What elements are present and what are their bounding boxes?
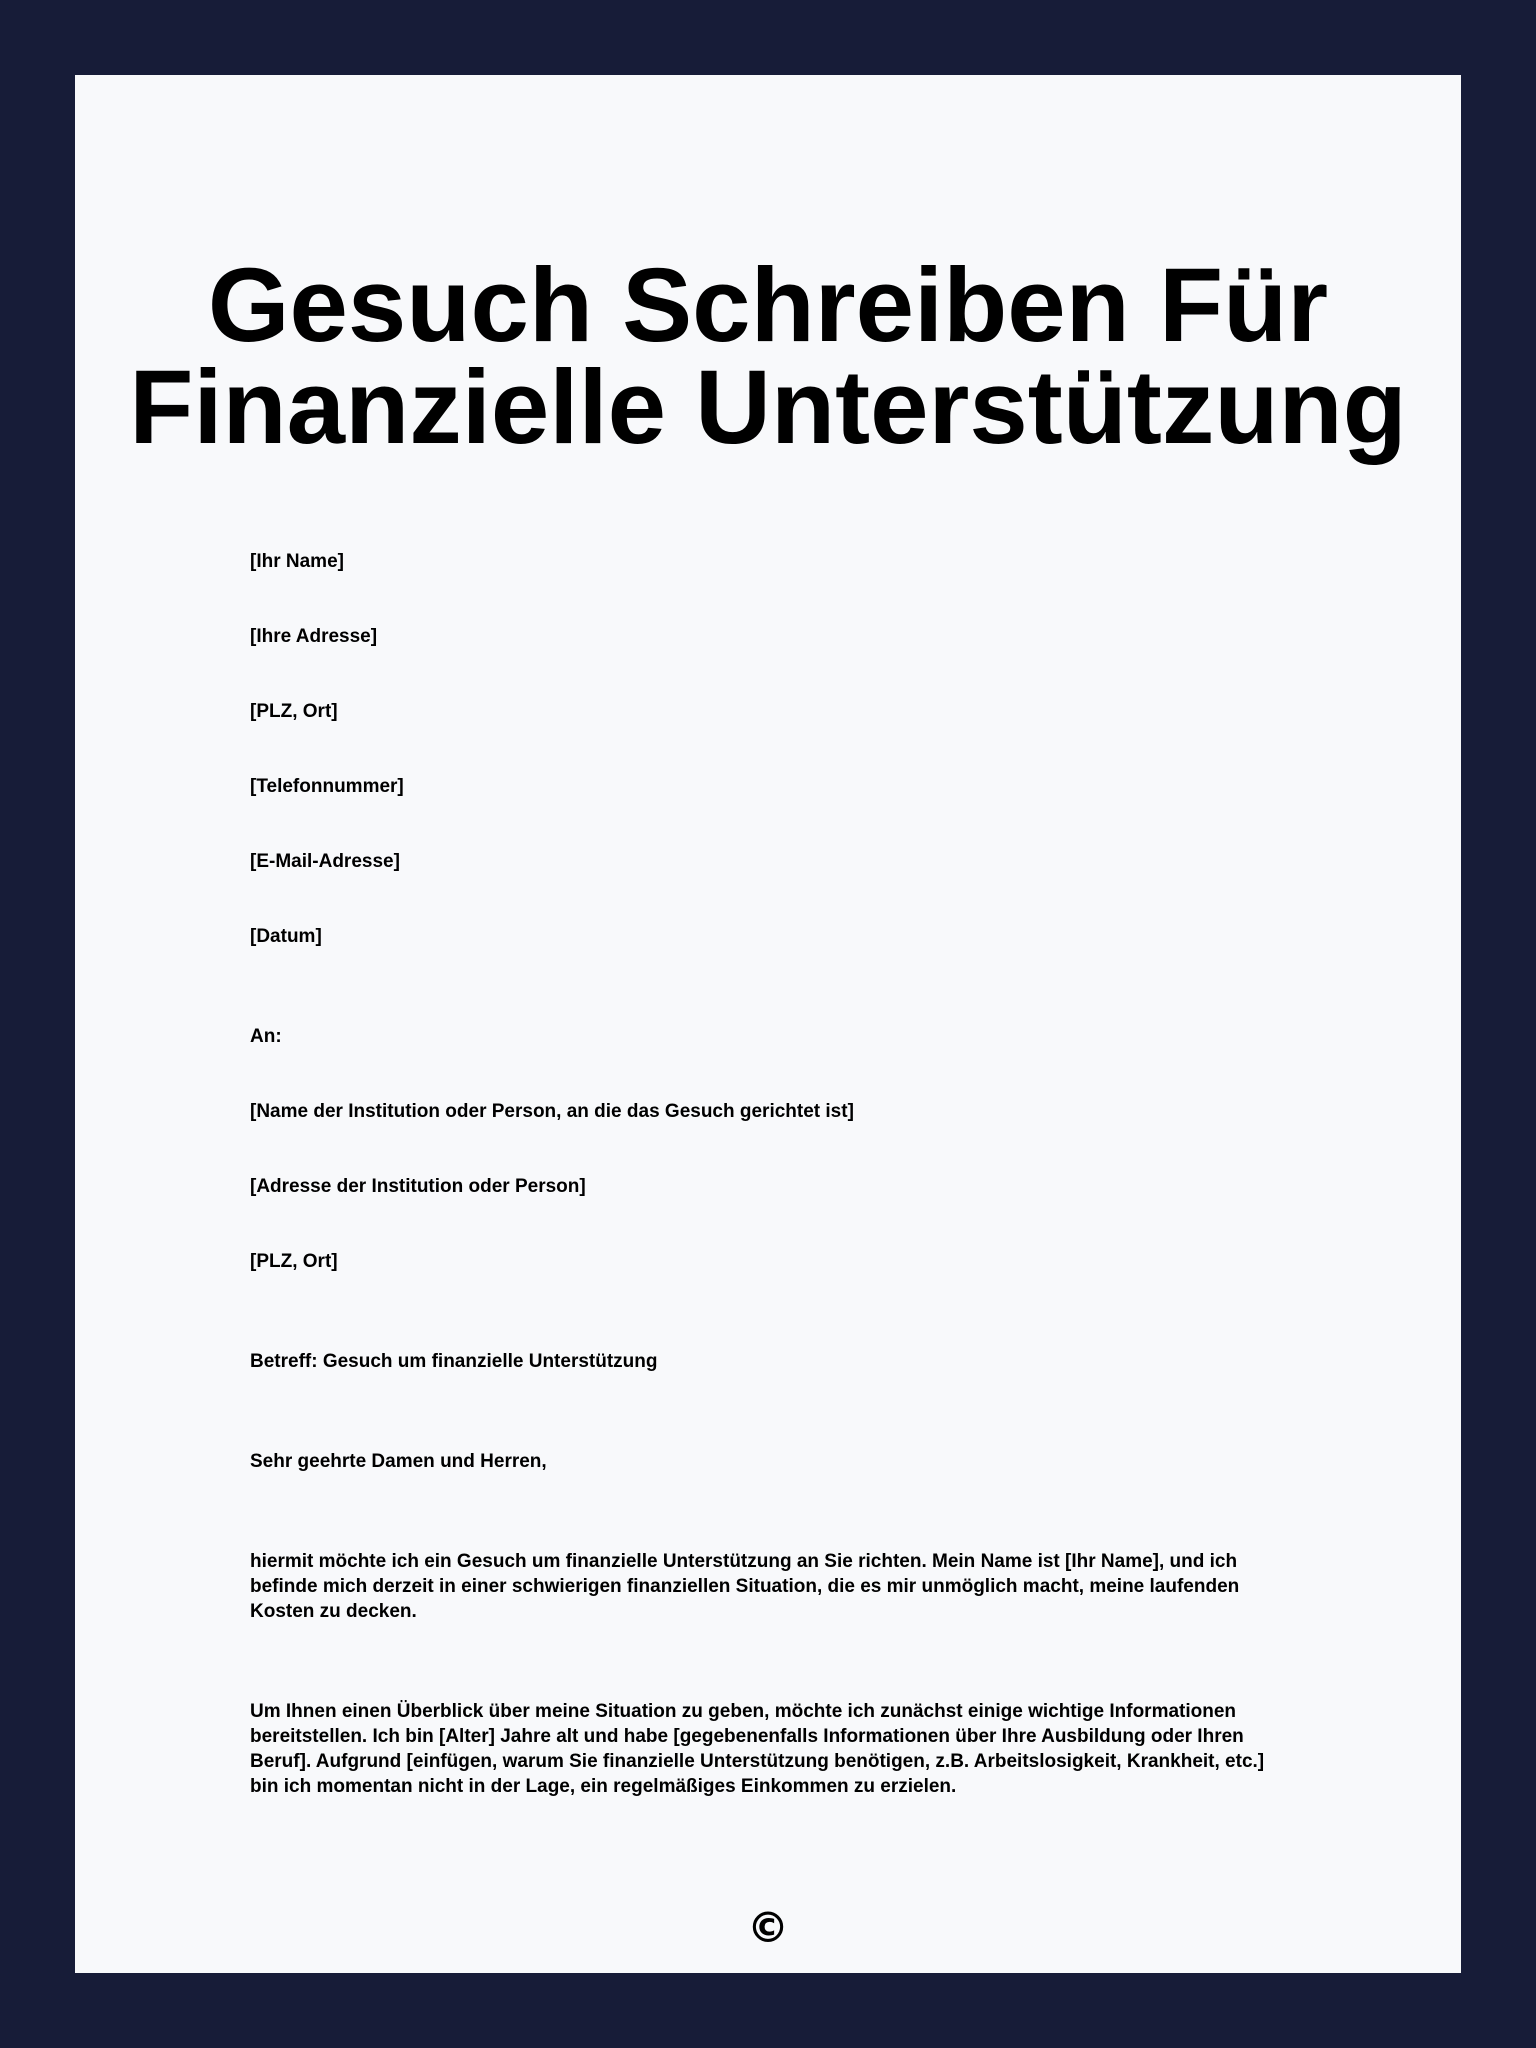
sender-phone: [Telefonnummer]	[250, 776, 404, 797]
document-title	[75, 247, 1461, 466]
sender-email: [E-Mail-Adresse]	[250, 851, 400, 872]
copyright-icon: ©	[747, 1903, 789, 1952]
recipient-to-label: An:	[250, 1026, 282, 1047]
salutation: Sehr geehrte Damen und Herren,	[250, 1451, 547, 1472]
paragraph-2: Um Ihnen einen Überblick über meine Situation zu geben, möchte ich zunächst einige wichtige Informationen bereitstellen. Ich bin [Alter] Jahre alt und habe [gegebenenfalls Informationen über Ihre Ausbildung oder Ihren Beruf]. Aufgrund [einfügen, warum Sie finanzielle Unterstützung benötigen, z.B. Arbeitslosigkeit, Krankheit, etc.] bin ich momentan nicht in der Lage, ein regelmäßiges Einkommen zu erzielen.	[250, 1701, 1265, 1797]
title-line-2: Finanzielle Unterstützung	[129, 349, 1407, 466]
document-page	[75, 75, 1461, 1973]
title-line-1: Gesuch Schreiben Für	[207, 247, 1329, 364]
recipient-address: [Adresse der Institution oder Person]	[250, 1176, 586, 1197]
sender-city: [PLZ, Ort]	[250, 701, 338, 722]
sender-name: [Ihr Name]	[250, 551, 344, 572]
sender-address: [Ihre Adresse]	[250, 626, 378, 647]
recipient-name: [Name der Institution oder Person, an die das Gesuch gerichtet ist]	[250, 1101, 854, 1122]
recipient-city: [PLZ, Ort]	[250, 1251, 338, 1272]
subject-line: Betreff: Gesuch um finanzielle Unterstützung	[250, 1351, 658, 1372]
paragraph-1: hiermit möchte ich ein Gesuch um finanzielle Unterstützung an Sie richten. Mein Name ist [Ihr Name], und ich befinde mich derzeit in einer schwierigen finanziellen Situation, die es mir unmöglich macht, meine laufenden Kosten zu decken.	[250, 1551, 1240, 1622]
sender-date: [Datum]	[250, 926, 322, 947]
